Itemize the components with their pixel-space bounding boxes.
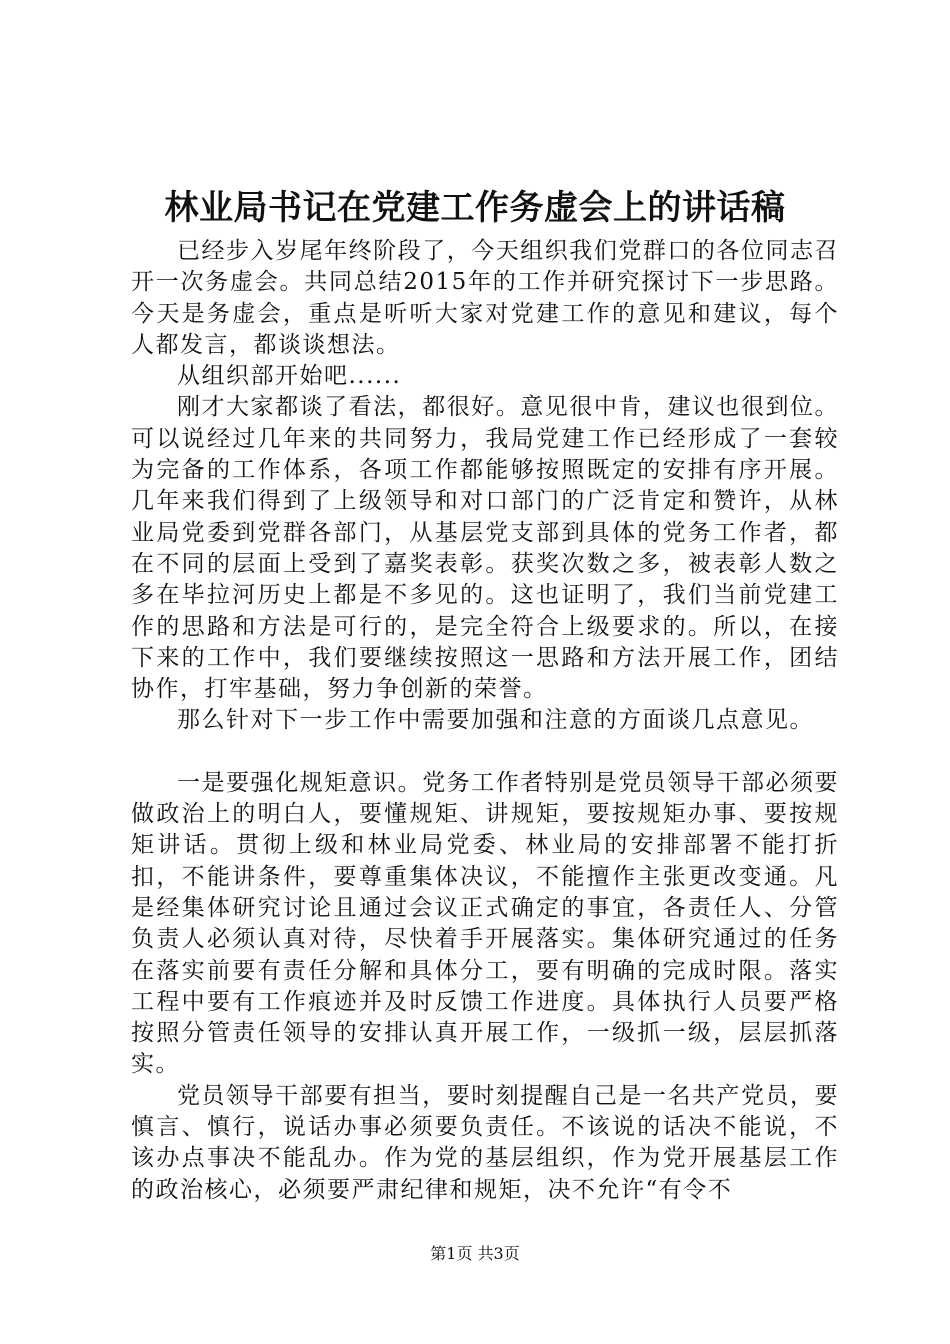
document-title: 林业局书记在党建工作务虚会上的讲话稿 [164, 188, 786, 228]
paragraph-transition: 那么针对下一步工作中需要加强和注意的方面谈几点意见。 [177, 707, 814, 734]
page-number-footer: 第1页 共3页 [430, 1244, 520, 1263]
paragraph-opening: 已经步入岁尾年终阶段了，今天组织我们党群口的各位同志召开一次务虚会。共同总结2015年的工作并研究探讨下一步思路。今天是务虚会，重点是听听大家对党建工作的意见和建议，每个人都发言，都谈谈想法。 [131, 238, 839, 358]
document-body [131, 236, 839, 1206]
paragraph-summary: 刚才大家都谈了看法，都很好。意见很中肯，建议也很到位。可以说经过几年来的共同努力，我局党建工作已经形成了一套较为完备的工作体系，各项工作都能够按照既定的安排有序开展。几年来我们得到了上级领导和对口部门的广泛肯定和赞许，从林业局党委到党群各部门，从基层党支部到具体的党务工作者，都在不同的层面上受到了嘉奖表彰。获奖次数之多，被表彰人数之多在毕拉河历史上都是不多见的。这也证明了，我们当前党建工作的思路和方法是可行的，是完全符合上级要求的。所以，在接下来的工作中，我们要继续按照这一思路和方法开展工作，团结协作，打牢基础，努力争创新的荣誉。 [131, 394, 839, 703]
paragraph-spacer [131, 737, 839, 768]
paragraph-point-one: 一是要强化规矩意识。党务工作者特别是党员领导干部必须要做政治上的明白人，要懂规矩、讲规矩，要按规矩办事、要按规矩讲话。贯彻上级和林业局党委、林业局的安排部署不能打折扣，不能讲条件，要尊重集体决议，不能擅作主张更改变通。凡是经集体研究讨论且通过会议正式确定的事宜，各责任人、分管负责人必须认真对待，尽快着手开展落实。集体研究通过的任务在落实前要有责任分解和具体分工，要有明确的完成时限。落实工程中要有工作痕迹并及时反馈工作进度。具体执行人员要严格按照分管责任领导的安排认真开展工作，一级抓一级，层层抓落实。 [131, 769, 839, 1078]
paragraph-start-with-organization-dept: 从组织部开始吧...... [177, 363, 402, 390]
paragraph-leaders-responsibility: 党员领导干部要有担当，要时刻提醒自己是一名共产党员，要慎言、慎行，说话办事必须要负责任。不该说的话决不能说，不该办点事决不能乱办。作为党的基层组织，作为党开展基层工作的政治核心，必须要严肃纪律和规矩，决不允许“有令不 [131, 1082, 839, 1203]
